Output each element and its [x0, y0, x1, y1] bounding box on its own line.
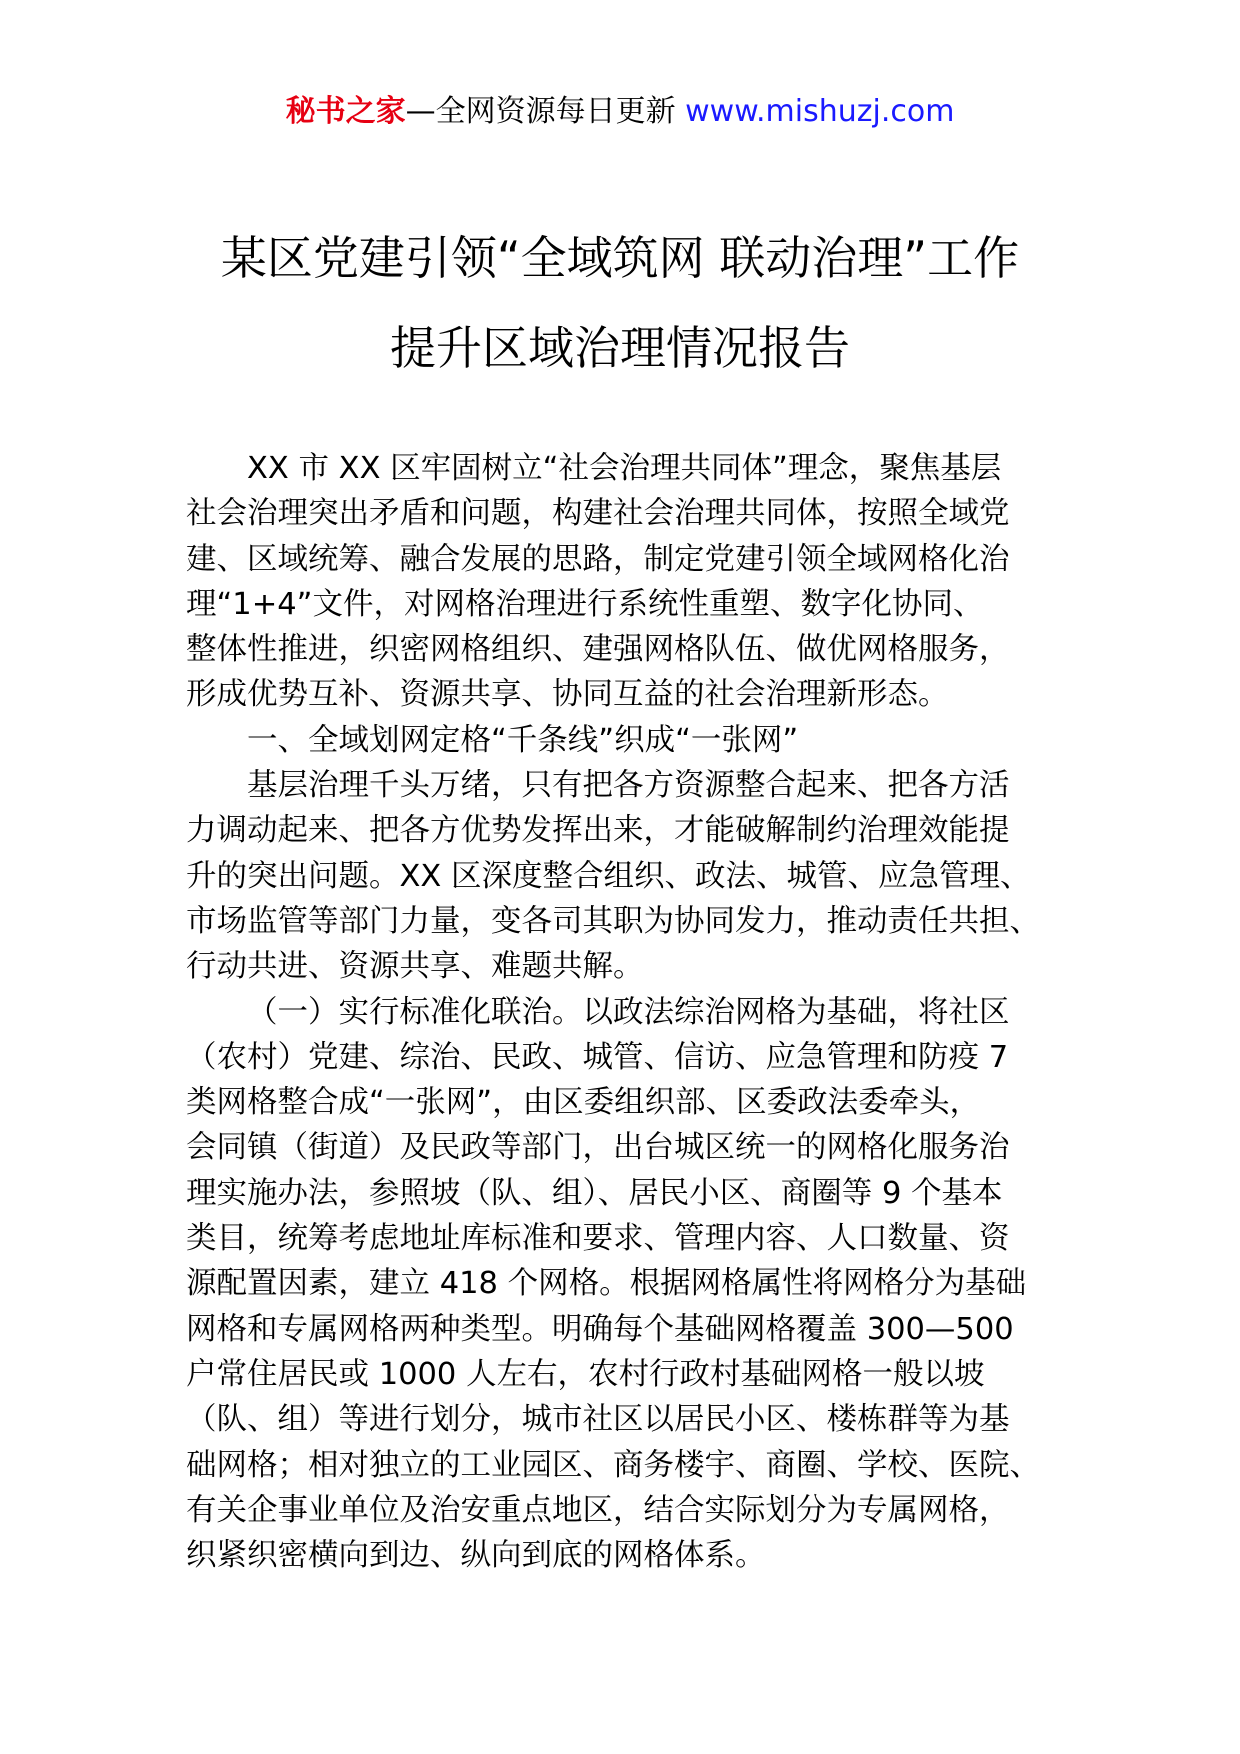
paragraph-line: 升的突出问题。XX 区深度整合组织、政法、城管、应急管理、 — [186, 858, 1031, 894]
paragraph-line: 理实施办法，参照坡（队、组）、居民小区、商圈等 9 个基本 — [186, 1175, 1003, 1211]
document-title-line-2: 提升区域治理情况报告 — [390, 321, 850, 375]
paragraph-line: 有关企事业单位及治安重点地区，结合实际划分为专属网格， — [186, 1492, 1010, 1528]
site-tagline: —全网资源每日更新 — [405, 94, 686, 129]
site-header — [0, 92, 1240, 132]
paragraph-line: 会同镇（街道）及民政等部门，出台城区统一的网格化服务治 — [186, 1130, 1010, 1166]
site-url-link[interactable]: www.mishuzj.com — [685, 94, 955, 129]
paragraph-line: 形成优势互补、资源共享、协同互益的社会治理新形态。 — [186, 677, 949, 713]
paragraph-line: 整体性推进，织密网格组织、建强网格队伍、做优网格服务， — [186, 632, 1010, 668]
document-body — [186, 446, 1066, 1578]
paragraph-line: 力调动起来、把各方优势发挥出来，才能破解制约治理效能提 — [186, 813, 1010, 849]
paragraph-line: 础网格；相对独立的工业园区、商务楼宇、商圈、学校、医院、 — [186, 1447, 1040, 1483]
paragraph-line: 建、区域统筹、融合发展的思路，制定党建引领全域网格化治 — [186, 541, 1010, 577]
paragraph-line: 理“1+4”文件，对网格治理进行系统性重塑、数字化协同、 — [186, 586, 984, 622]
paragraph-line: （队、组）等进行划分，城市社区以居民小区、楼栋群等为基 — [186, 1402, 1010, 1438]
paragraph-line: 源配置因素，建立 418 个网格。根据网格属性将网格分为基础 — [186, 1266, 1027, 1302]
paragraph-line: 基层治理千头万绪，只有把各方资源整合起来、把各方活 — [247, 768, 1010, 804]
paragraph-line: 织紧织密横向到边、纵向到底的网格体系。 — [186, 1538, 766, 1574]
paragraph-line: （农村）党建、综治、民政、城管、信访、应急管理和防疫 7 — [186, 1039, 1009, 1075]
document-title-line-1: 某区党建引领“全域筑网 联动治理”工作 — [220, 231, 1020, 285]
paragraph-line: 网格和专属网格两种类型。明确每个基础网格覆盖 300—500 — [186, 1311, 1014, 1347]
site-brand: 秘书之家 — [285, 94, 406, 129]
paragraph-line: 市场监管等部门力量，变各司其职为协同发力，推动责任共担、 — [186, 903, 1040, 939]
paragraph-line: （一）实行标准化联治。以政法综治网格为基础，将社区 — [247, 994, 1010, 1030]
section-heading: 一、全域划网定格“千条线”织成“一张网” — [247, 722, 799, 758]
paragraph-line: 类网格整合成“一张网”，由区委组织部、区委政法委牵头， — [186, 1085, 981, 1121]
paragraph-line: 户常住居民或 1000 人左右，农村行政村基础网格一般以坡 — [186, 1356, 985, 1392]
paragraph-line: XX 市 XX 区牢固树立“社会治理共同体”理念，聚焦基层 — [247, 451, 1002, 486]
paragraph-line: 行动共进、资源共享、难题共解。 — [186, 949, 644, 985]
paragraph-line: 社会治理突出矛盾和问题，构建社会治理共同体，按照全域党 — [186, 496, 1010, 532]
paragraph-line: 类目，统筹考虑地址库标准和要求、管理内容、人口数量、资 — [186, 1221, 1010, 1257]
